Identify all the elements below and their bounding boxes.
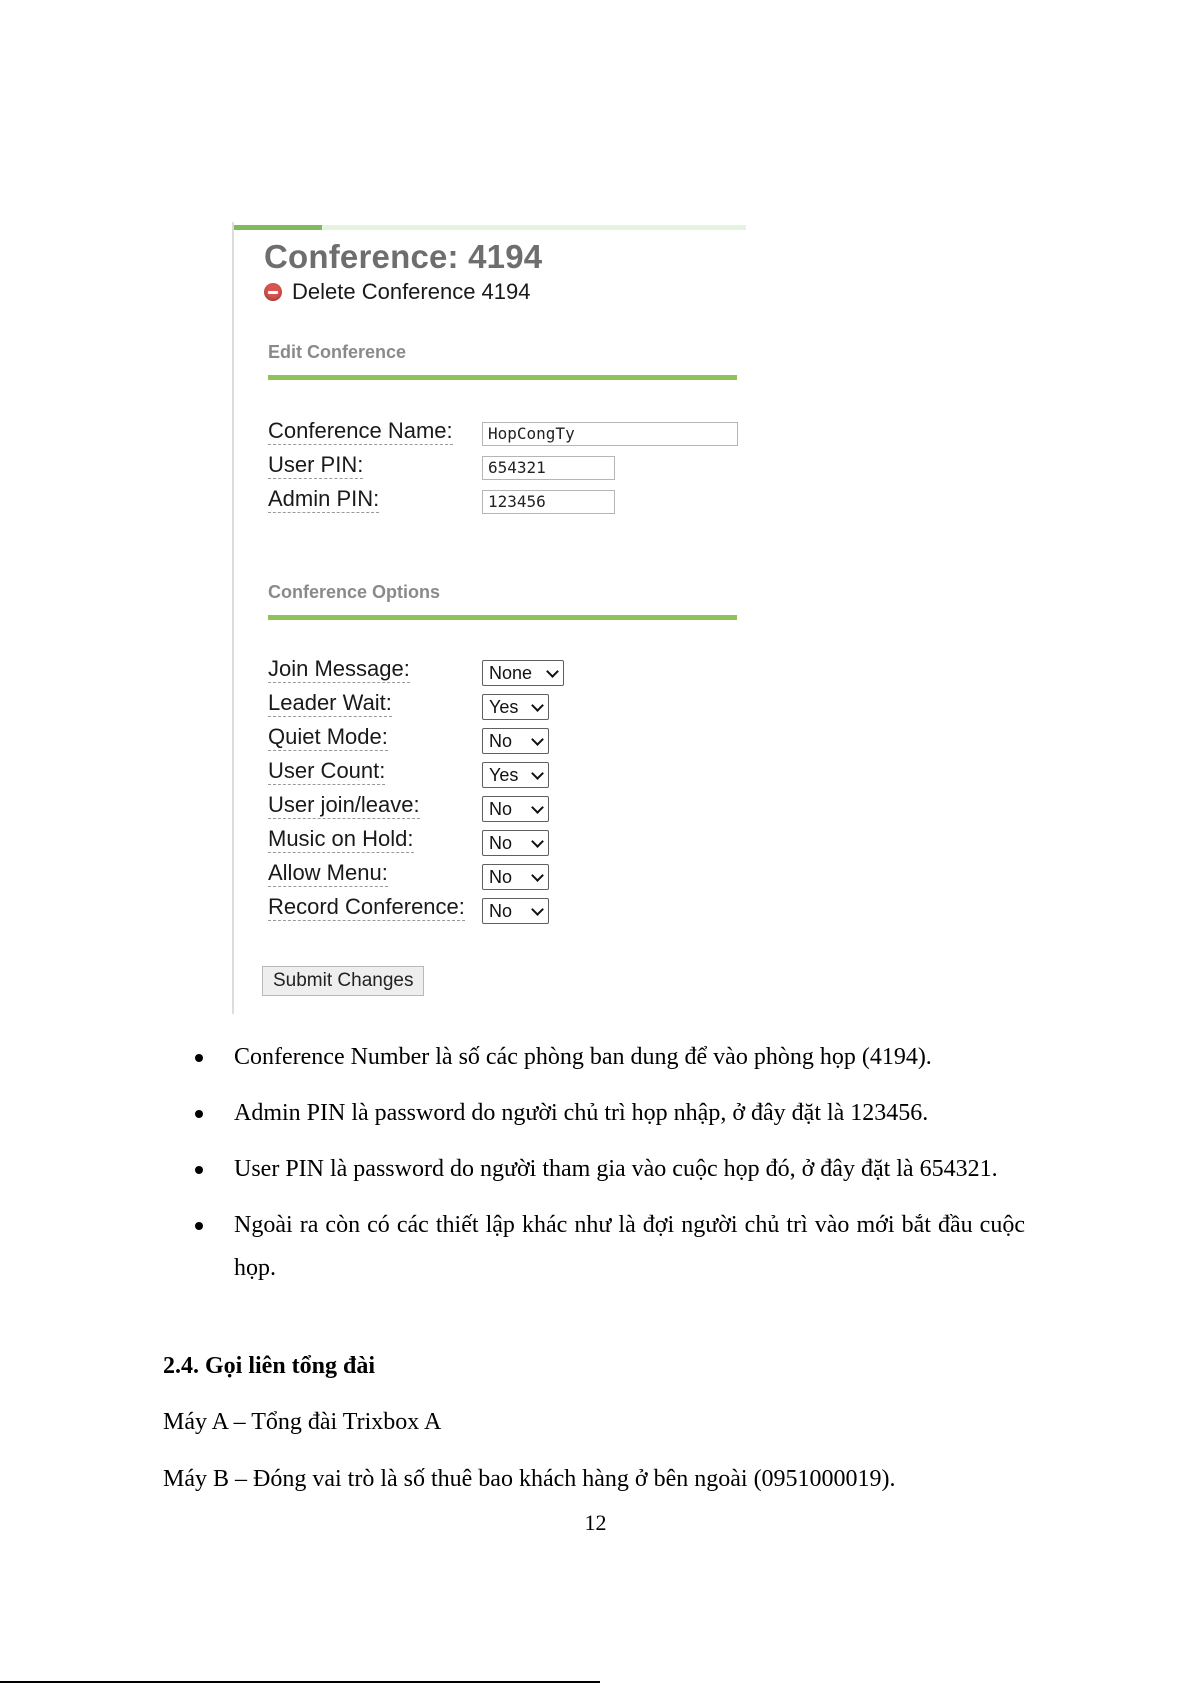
user-pin-input[interactable]: 654321 bbox=[482, 456, 615, 480]
list-item bbox=[197, 1036, 1025, 1079]
quiet-mode-label: Quiet Mode: bbox=[268, 724, 388, 749]
bullet-icon bbox=[195, 1166, 203, 1174]
list-item bbox=[197, 1204, 1025, 1290]
allow-menu-label: Allow Menu: bbox=[268, 860, 388, 885]
chevron-down-icon bbox=[531, 869, 544, 882]
page-number: 12 bbox=[584, 1510, 607, 1535]
music-on-hold-value: No bbox=[489, 832, 513, 853]
paragraph-line: Máy A – Tổng đài Trixbox A bbox=[163, 1409, 442, 1435]
chevron-down-icon bbox=[531, 699, 544, 712]
edit-section-divider bbox=[268, 375, 737, 380]
list-item-text: Conference Number là số các phòng ban dung để vào phòng họp (4194). bbox=[234, 1044, 932, 1070]
user-join-leave-value: No bbox=[489, 798, 513, 819]
music-on-hold-label: Music on Hold: bbox=[268, 826, 414, 851]
list-item bbox=[197, 1092, 1025, 1135]
active-tab-indicator bbox=[234, 225, 322, 230]
record-conference-select[interactable] bbox=[482, 898, 549, 924]
quiet-mode-select[interactable] bbox=[482, 728, 549, 754]
conference-name-label: Conference Name: bbox=[268, 418, 453, 443]
chevron-down-icon bbox=[546, 665, 559, 678]
chevron-down-icon bbox=[531, 903, 544, 916]
list-item-text: Ngoài ra còn có các thiết lập khác như là đợi người chủ trì vào mới bắt đầu cuộc họp. bbox=[234, 1212, 1025, 1281]
admin-pin-input[interactable]: 123456 bbox=[482, 490, 615, 514]
chevron-down-icon bbox=[531, 835, 544, 848]
user-join-leave-select[interactable] bbox=[482, 796, 549, 822]
record-conference-label: Record Conference: bbox=[268, 894, 465, 919]
list-item bbox=[197, 1148, 1025, 1191]
leader-wait-value: Yes bbox=[489, 696, 519, 717]
bullet-icon bbox=[195, 1110, 203, 1118]
user-pin-label: User PIN: bbox=[268, 452, 364, 477]
user-count-label: User Count: bbox=[268, 758, 386, 783]
allow-menu-select[interactable] bbox=[482, 864, 549, 890]
join-message-value: None bbox=[489, 662, 533, 683]
user-count-value: Yes bbox=[489, 764, 519, 785]
chevron-down-icon bbox=[531, 733, 544, 746]
section-heading: 2.4. Gọi liên tổng đài bbox=[163, 1353, 376, 1379]
delete-conference-link[interactable] bbox=[264, 278, 531, 306]
list-item-text: Admin PIN là password do người chủ trì họp nhập, ở đây đặt là 123456. bbox=[234, 1100, 929, 1126]
chevron-down-icon bbox=[531, 801, 544, 814]
list-item-text: User PIN là password do người tham gia vào cuộc họp đó, ở đây đặt là 654321. bbox=[234, 1156, 998, 1182]
user-count-select[interactable] bbox=[482, 762, 549, 788]
conference-options-heading: Conference Options bbox=[268, 582, 441, 602]
submit-changes-button[interactable]: Submit Changes bbox=[262, 966, 424, 996]
delete-conference-label: Delete Conference 4194 bbox=[292, 279, 531, 304]
bullet-icon bbox=[195, 1054, 203, 1062]
paragraph-line: Máy B – Đóng vai trò là số thuê bao khách hàng ở bên ngoài (0951000019). bbox=[163, 1466, 896, 1492]
join-message-select[interactable] bbox=[482, 660, 564, 686]
join-message-label: Join Message: bbox=[268, 656, 410, 681]
bullet-icon bbox=[195, 1222, 203, 1230]
tab-bar bbox=[234, 225, 746, 230]
user-join-leave-label: User join/leave: bbox=[268, 792, 420, 817]
options-section-divider bbox=[268, 615, 737, 620]
conference-screenshot bbox=[232, 222, 744, 1014]
music-on-hold-select[interactable] bbox=[482, 830, 549, 856]
page-title: Conference: 4194 bbox=[264, 238, 543, 275]
leader-wait-label: Leader Wait: bbox=[268, 690, 392, 715]
allow-menu-value: No bbox=[489, 866, 513, 887]
conference-name-input[interactable]: HopCongTy bbox=[482, 422, 738, 446]
record-conference-value: No bbox=[489, 900, 513, 921]
explanation-list bbox=[197, 1036, 1025, 1303]
leader-wait-select[interactable] bbox=[482, 694, 549, 720]
quiet-mode-value: No bbox=[489, 730, 513, 751]
chevron-down-icon bbox=[531, 767, 544, 780]
edit-conference-heading: Edit Conference bbox=[268, 342, 407, 362]
admin-pin-label: Admin PIN: bbox=[268, 486, 380, 511]
delete-icon bbox=[264, 283, 282, 301]
footer-divider bbox=[0, 1681, 600, 1683]
